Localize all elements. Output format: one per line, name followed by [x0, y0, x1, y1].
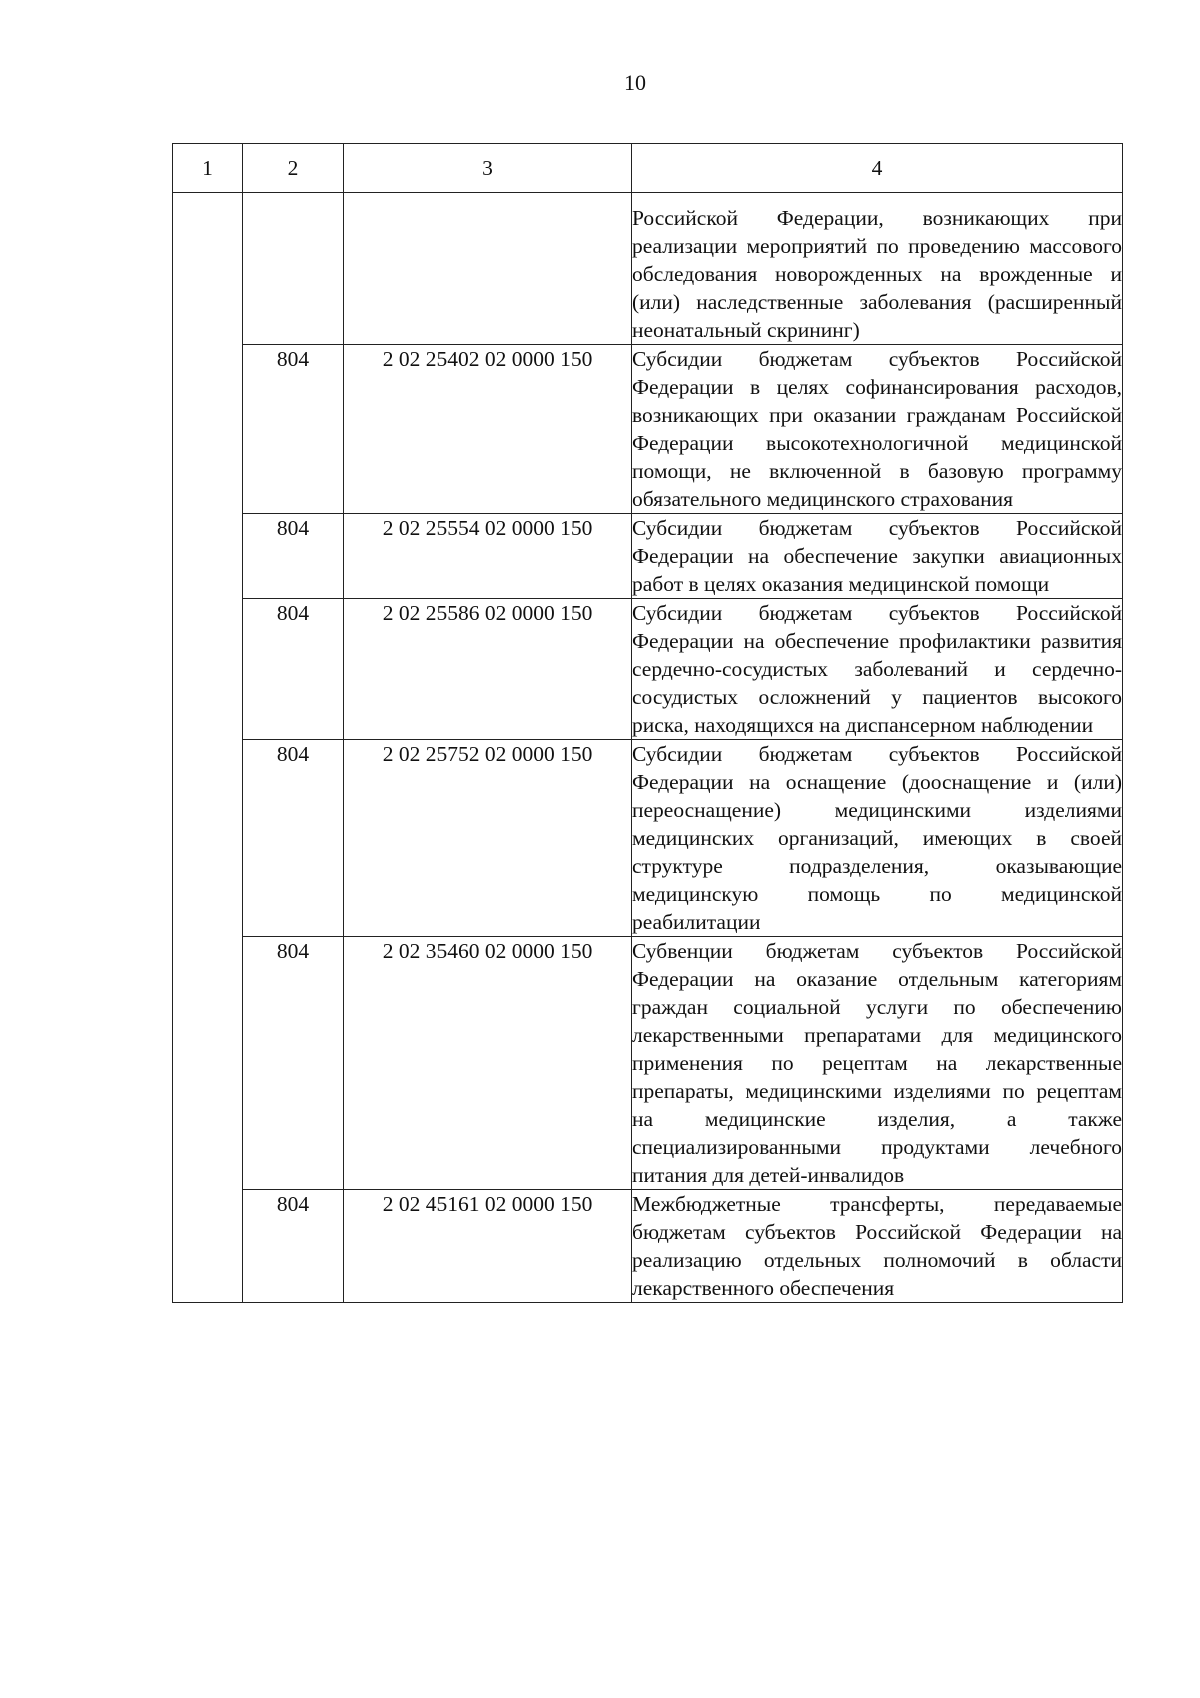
header-col-4: 4 — [632, 144, 1123, 193]
cell-code: 2 02 45161 02 0000 150 — [344, 1190, 632, 1303]
cell-name: Субвенции бюджетам субъектов Российской Федерации на оказание отдельным категориям граждан социальной услуги по обеспечению лекарственными препаратами для медицинского применения по рецептам на лекарственные препараты, медицинскими изделиями по рецептам на медицинские изделия, а также специализированными продуктами лечебного питания для детей-инвалидов — [632, 937, 1123, 1190]
cell-name: Субсидии бюджетам субъектов Российской Федерации на обеспечение закупки авиационных работ в целях оказания медицинской помощи — [632, 514, 1123, 599]
table-row — [173, 599, 1123, 740]
budget-codes-table — [172, 143, 1123, 1303]
cell-admin — [243, 193, 344, 345]
empty-col-1 — [173, 193, 243, 1303]
cell-admin: 804 — [243, 937, 344, 1190]
cell-code: 2 02 25554 02 0000 150 — [344, 514, 632, 599]
cell-name: Российской Федерации, возникающих при реализации мероприятий по проведению массового обследования новорожденных на врожденные и (или) наследственные заболевания (расширенный неонатальный скрининг) — [632, 193, 1123, 345]
cell-code: 2 02 35460 02 0000 150 — [344, 937, 632, 1190]
cell-name: Субсидии бюджетам субъектов Российской Федерации в целях софинансирования расходов, возникающих при оказании гражданам Российской Федерации высокотехнологичной медицинской помощи, не включенной в базовую программу обязательного медицинского страхования — [632, 345, 1123, 514]
page-number: 10 — [624, 70, 646, 95]
cell-admin: 804 — [243, 514, 344, 599]
table-row — [173, 1190, 1123, 1303]
cell-code: 2 02 25586 02 0000 150 — [344, 599, 632, 740]
table-row — [173, 514, 1123, 599]
cell-name: Субсидии бюджетам субъектов Российской Федерации на оснащение (дооснащение и (или) переоснащение) медицинскими изделиями медицинских организаций, имеющих в своей структуре подразделения, оказывающие медицинскую помощь по медицинской реабилитации — [632, 740, 1123, 937]
table-row — [173, 937, 1123, 1190]
cell-name: Субсидии бюджетам субъектов Российской Федерации на обеспечение профилактики развития сердечно-сосудистых заболеваний и сердечно-сосудистых осложнений у пациентов высокого риска, находящихся на диспансерном наблюдении — [632, 599, 1123, 740]
cell-name: Межбюджетные трансферты, передаваемые бюджетам субъектов Российской Федерации на реализацию отдельных полномочий в области лекарственного обеспечения — [632, 1190, 1123, 1303]
header-col-2: 2 — [243, 144, 344, 193]
cell-code — [344, 193, 632, 345]
header-col-1: 1 — [173, 144, 243, 193]
cell-code: 2 02 25402 02 0000 150 — [344, 345, 632, 514]
cell-admin: 804 — [243, 599, 344, 740]
cell-admin: 804 — [243, 345, 344, 514]
cell-code: 2 02 25752 02 0000 150 — [344, 740, 632, 937]
cell-admin: 804 — [243, 740, 344, 937]
table-header-row — [173, 144, 1123, 193]
table-row — [173, 740, 1123, 937]
cell-admin: 804 — [243, 1190, 344, 1303]
table-row-continuation — [173, 193, 1123, 345]
header-col-3: 3 — [344, 144, 632, 193]
table-row — [173, 345, 1123, 514]
